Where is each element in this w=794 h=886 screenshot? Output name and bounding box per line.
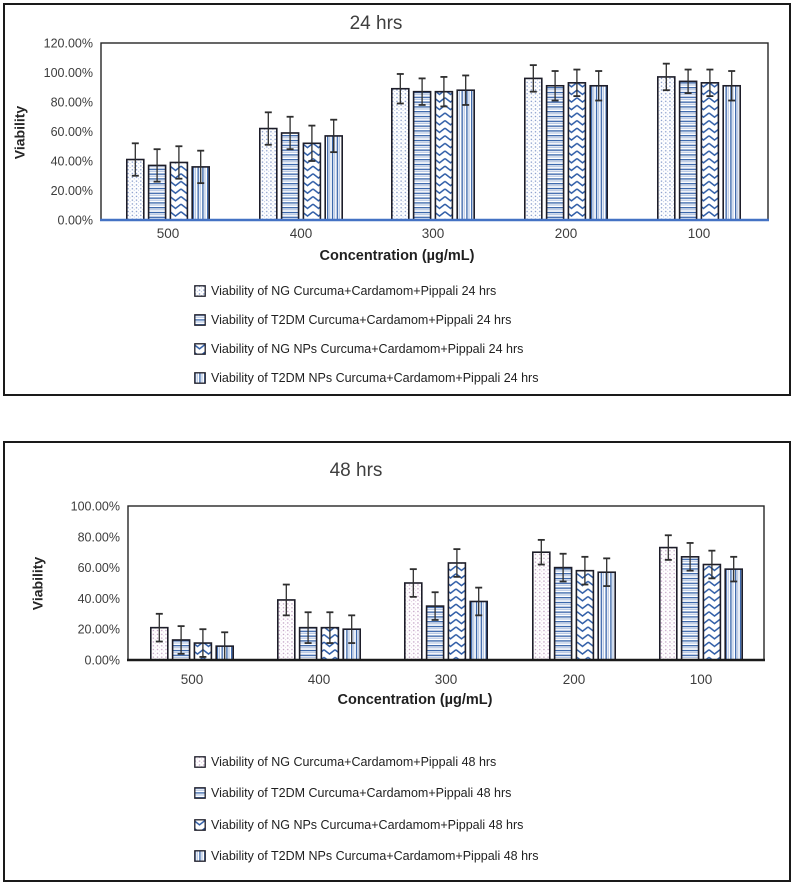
- bar: [457, 90, 474, 220]
- y-tick-label: 120.00%: [43, 36, 93, 51]
- y-tick-label: 0.00%: [84, 653, 120, 668]
- legend-swatch-hlines-icon: [194, 314, 206, 326]
- legend-item: [194, 841, 538, 873]
- legend-label: Viability of NG Curcuma+Cardamom+Pippali 48 hrs: [211, 754, 497, 769]
- x-tick-label: 200: [554, 226, 578, 241]
- x-tick-label: 500: [180, 672, 204, 687]
- bar: [725, 569, 742, 660]
- y-tick-label: 60.00%: [77, 561, 120, 576]
- y-tick-label: 80.00%: [77, 530, 120, 545]
- bar: [701, 83, 718, 220]
- x-tick-label: 100: [687, 226, 711, 241]
- y-tick-label: 40.00%: [77, 591, 120, 606]
- legend-swatch-vlines-icon: [194, 850, 206, 862]
- bar: [680, 81, 697, 220]
- legend-label: Viability of T2DM NPs Curcuma+Cardamom+Pippali 48 hrs: [211, 849, 539, 864]
- x-tick-label: 200: [562, 672, 586, 687]
- chart-title: 24 hrs: [349, 13, 403, 34]
- y-tick-label: 100.00%: [43, 66, 93, 80]
- bar: [658, 77, 675, 220]
- bar: [723, 86, 740, 220]
- chart-panel-24hrs: [3, 3, 791, 396]
- bar: [682, 557, 699, 660]
- bar: [414, 92, 431, 220]
- x-axis-title: Concentration (µg/mL): [337, 692, 493, 708]
- y-axis-title: Viability: [29, 556, 46, 611]
- legend-swatch-zigzag-icon: [194, 343, 206, 355]
- y-tick-label: 80.00%: [50, 95, 93, 110]
- legend-label: Viability of NG Curcuma+Cardamom+Pippali 24 hrs: [211, 283, 497, 298]
- legend-swatch-hlines-icon: [194, 787, 206, 799]
- chart-panel-48hrs: [3, 441, 791, 882]
- y-tick-label: 20.00%: [77, 622, 120, 637]
- x-tick-label: 400: [307, 672, 331, 687]
- bar: [547, 86, 564, 220]
- legend-swatch-zigzag-icon: [194, 819, 206, 831]
- bar: [590, 86, 607, 220]
- x-axis-title: Concentration (µg/mL): [319, 248, 475, 264]
- legend-label: Viability of T2DM Curcuma+Cardamom+Pippali 24 hrs: [211, 312, 512, 327]
- bar: [660, 548, 677, 660]
- legend-item: [194, 363, 538, 392]
- legend-swatch-dots-icon: [194, 756, 206, 768]
- y-tick-label: 100.00%: [70, 499, 120, 514]
- legend-label: Viability of NG NPs Curcuma+Cardamom+Pippali 48 hrs: [211, 817, 524, 832]
- legend-item: [194, 334, 538, 363]
- legend-label: Viability of T2DM NPs Curcuma+Cardamom+Pippali 24 hrs: [211, 370, 539, 385]
- y-tick-label: 40.00%: [50, 154, 93, 169]
- legend-item: [194, 305, 538, 334]
- legend: [194, 276, 538, 392]
- y-tick-label: 60.00%: [50, 125, 93, 139]
- legend-item: [194, 778, 538, 810]
- legend-swatch-vlines-icon: [194, 372, 206, 384]
- x-tick-label: 300: [421, 226, 445, 241]
- legend: [194, 746, 538, 872]
- legend-label: Viability of T2DM Curcuma+Cardamom+Pippali 48 hrs: [211, 786, 512, 801]
- legend-swatch-dots-icon: [194, 285, 206, 297]
- y-tick-label: 20.00%: [50, 184, 93, 198]
- y-tick-label: 0.00%: [57, 213, 93, 228]
- y-axis-title: Viability: [11, 105, 28, 160]
- bar: [533, 552, 550, 660]
- x-tick-label: 500: [156, 226, 180, 241]
- bar: [435, 92, 452, 220]
- legend-label: Viability of NG NPs Curcuma+Cardamom+Pippali 24 hrs: [211, 341, 524, 356]
- x-tick-label: 300: [434, 672, 458, 687]
- bar: [525, 78, 542, 220]
- chart-title: 48 hrs: [329, 460, 383, 481]
- legend-item: [194, 276, 538, 305]
- legend-item: [194, 746, 538, 778]
- legend-item: [194, 809, 538, 841]
- x-tick-label: 100: [689, 672, 713, 687]
- bar: [392, 89, 409, 220]
- bar: [568, 83, 585, 220]
- x-tick-label: 400: [289, 226, 313, 241]
